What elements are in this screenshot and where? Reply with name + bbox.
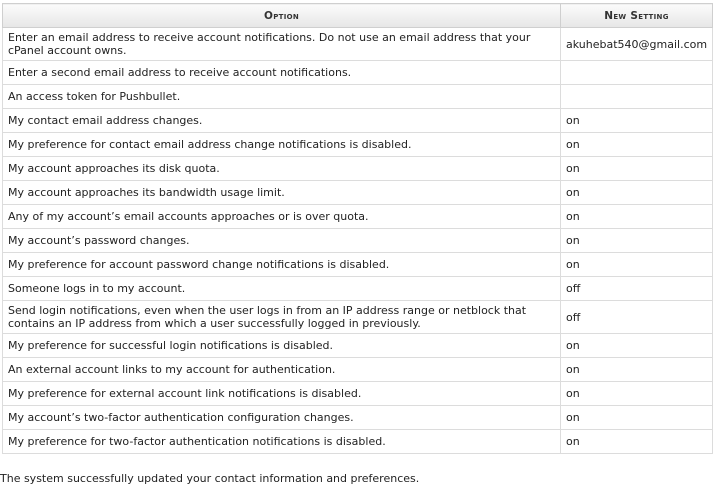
option-column-header: Option (3, 4, 561, 28)
setting-value-cell: on (561, 406, 713, 430)
table-row (3, 277, 713, 301)
option-cell: My account approaches its disk quota. (3, 157, 561, 181)
option-cell: Send login notifications, even when the user logs in from an IP address range or netblock that contains an IP address from which a user successfully logged in previously. (3, 301, 561, 334)
setting-value-cell: on (561, 382, 713, 406)
table-row (3, 358, 713, 382)
table-row (3, 85, 713, 109)
table-row (3, 133, 713, 157)
setting-value-cell: on (561, 133, 713, 157)
option-cell: My account’s password changes. (3, 229, 561, 253)
setting-value-cell: on (561, 253, 713, 277)
option-cell: My preference for contact email address change notifications is disabled. (3, 133, 561, 157)
table-row (3, 109, 713, 133)
option-cell: Enter an email address to receive account notifications. Do not use an email address that your cPanel account owns. (3, 28, 561, 61)
table-row (3, 157, 713, 181)
table-row (3, 334, 713, 358)
table-header-row (3, 4, 713, 28)
setting-value-cell: on (561, 430, 713, 454)
setting-value-cell: on (561, 109, 713, 133)
option-cell: Any of my account’s email accounts approaches or is over quota. (3, 205, 561, 229)
setting-value-cell: on (561, 157, 713, 181)
option-cell: Enter a second email address to receive account notifications. (3, 61, 561, 85)
setting-value-cell (561, 61, 713, 85)
table-row (3, 61, 713, 85)
setting-value-cell: on (561, 334, 713, 358)
option-cell: An external account links to my account for authentication. (3, 358, 561, 382)
status-message: The system successfully updated your contact information and preferences. (0, 472, 420, 485)
option-cell: My contact email address changes. (3, 109, 561, 133)
setting-value-cell: off (561, 301, 713, 334)
table-row (3, 301, 713, 334)
setting-value-cell: on (561, 181, 713, 205)
table-row (3, 382, 713, 406)
table-row (3, 253, 713, 277)
table-row (3, 205, 713, 229)
option-cell: My account’s two-factor authentication configuration changes. (3, 406, 561, 430)
new-setting-column-header: New Setting (561, 4, 713, 28)
option-cell: Someone logs in to my account. (3, 277, 561, 301)
option-cell: My preference for external account link notifications is disabled. (3, 382, 561, 406)
table-row (3, 430, 713, 454)
option-cell: My preference for account password change notifications is disabled. (3, 253, 561, 277)
option-cell: An access token for Pushbullet. (3, 85, 561, 109)
setting-value-cell (561, 85, 713, 109)
preferences-table-body (3, 28, 713, 454)
option-cell: My preference for successful login notifications is disabled. (3, 334, 561, 358)
setting-value-cell: on (561, 205, 713, 229)
table-row (3, 28, 713, 61)
table-row (3, 181, 713, 205)
preferences-table (2, 3, 713, 454)
setting-value-cell: on (561, 229, 713, 253)
option-cell: My preference for two-factor authentication notifications is disabled. (3, 430, 561, 454)
option-cell: My account approaches its bandwidth usage limit. (3, 181, 561, 205)
table-row (3, 229, 713, 253)
setting-value-cell: off (561, 277, 713, 301)
setting-value-cell: akuhebat540@gmail.com (561, 28, 713, 61)
table-row (3, 406, 713, 430)
setting-value-cell: on (561, 358, 713, 382)
